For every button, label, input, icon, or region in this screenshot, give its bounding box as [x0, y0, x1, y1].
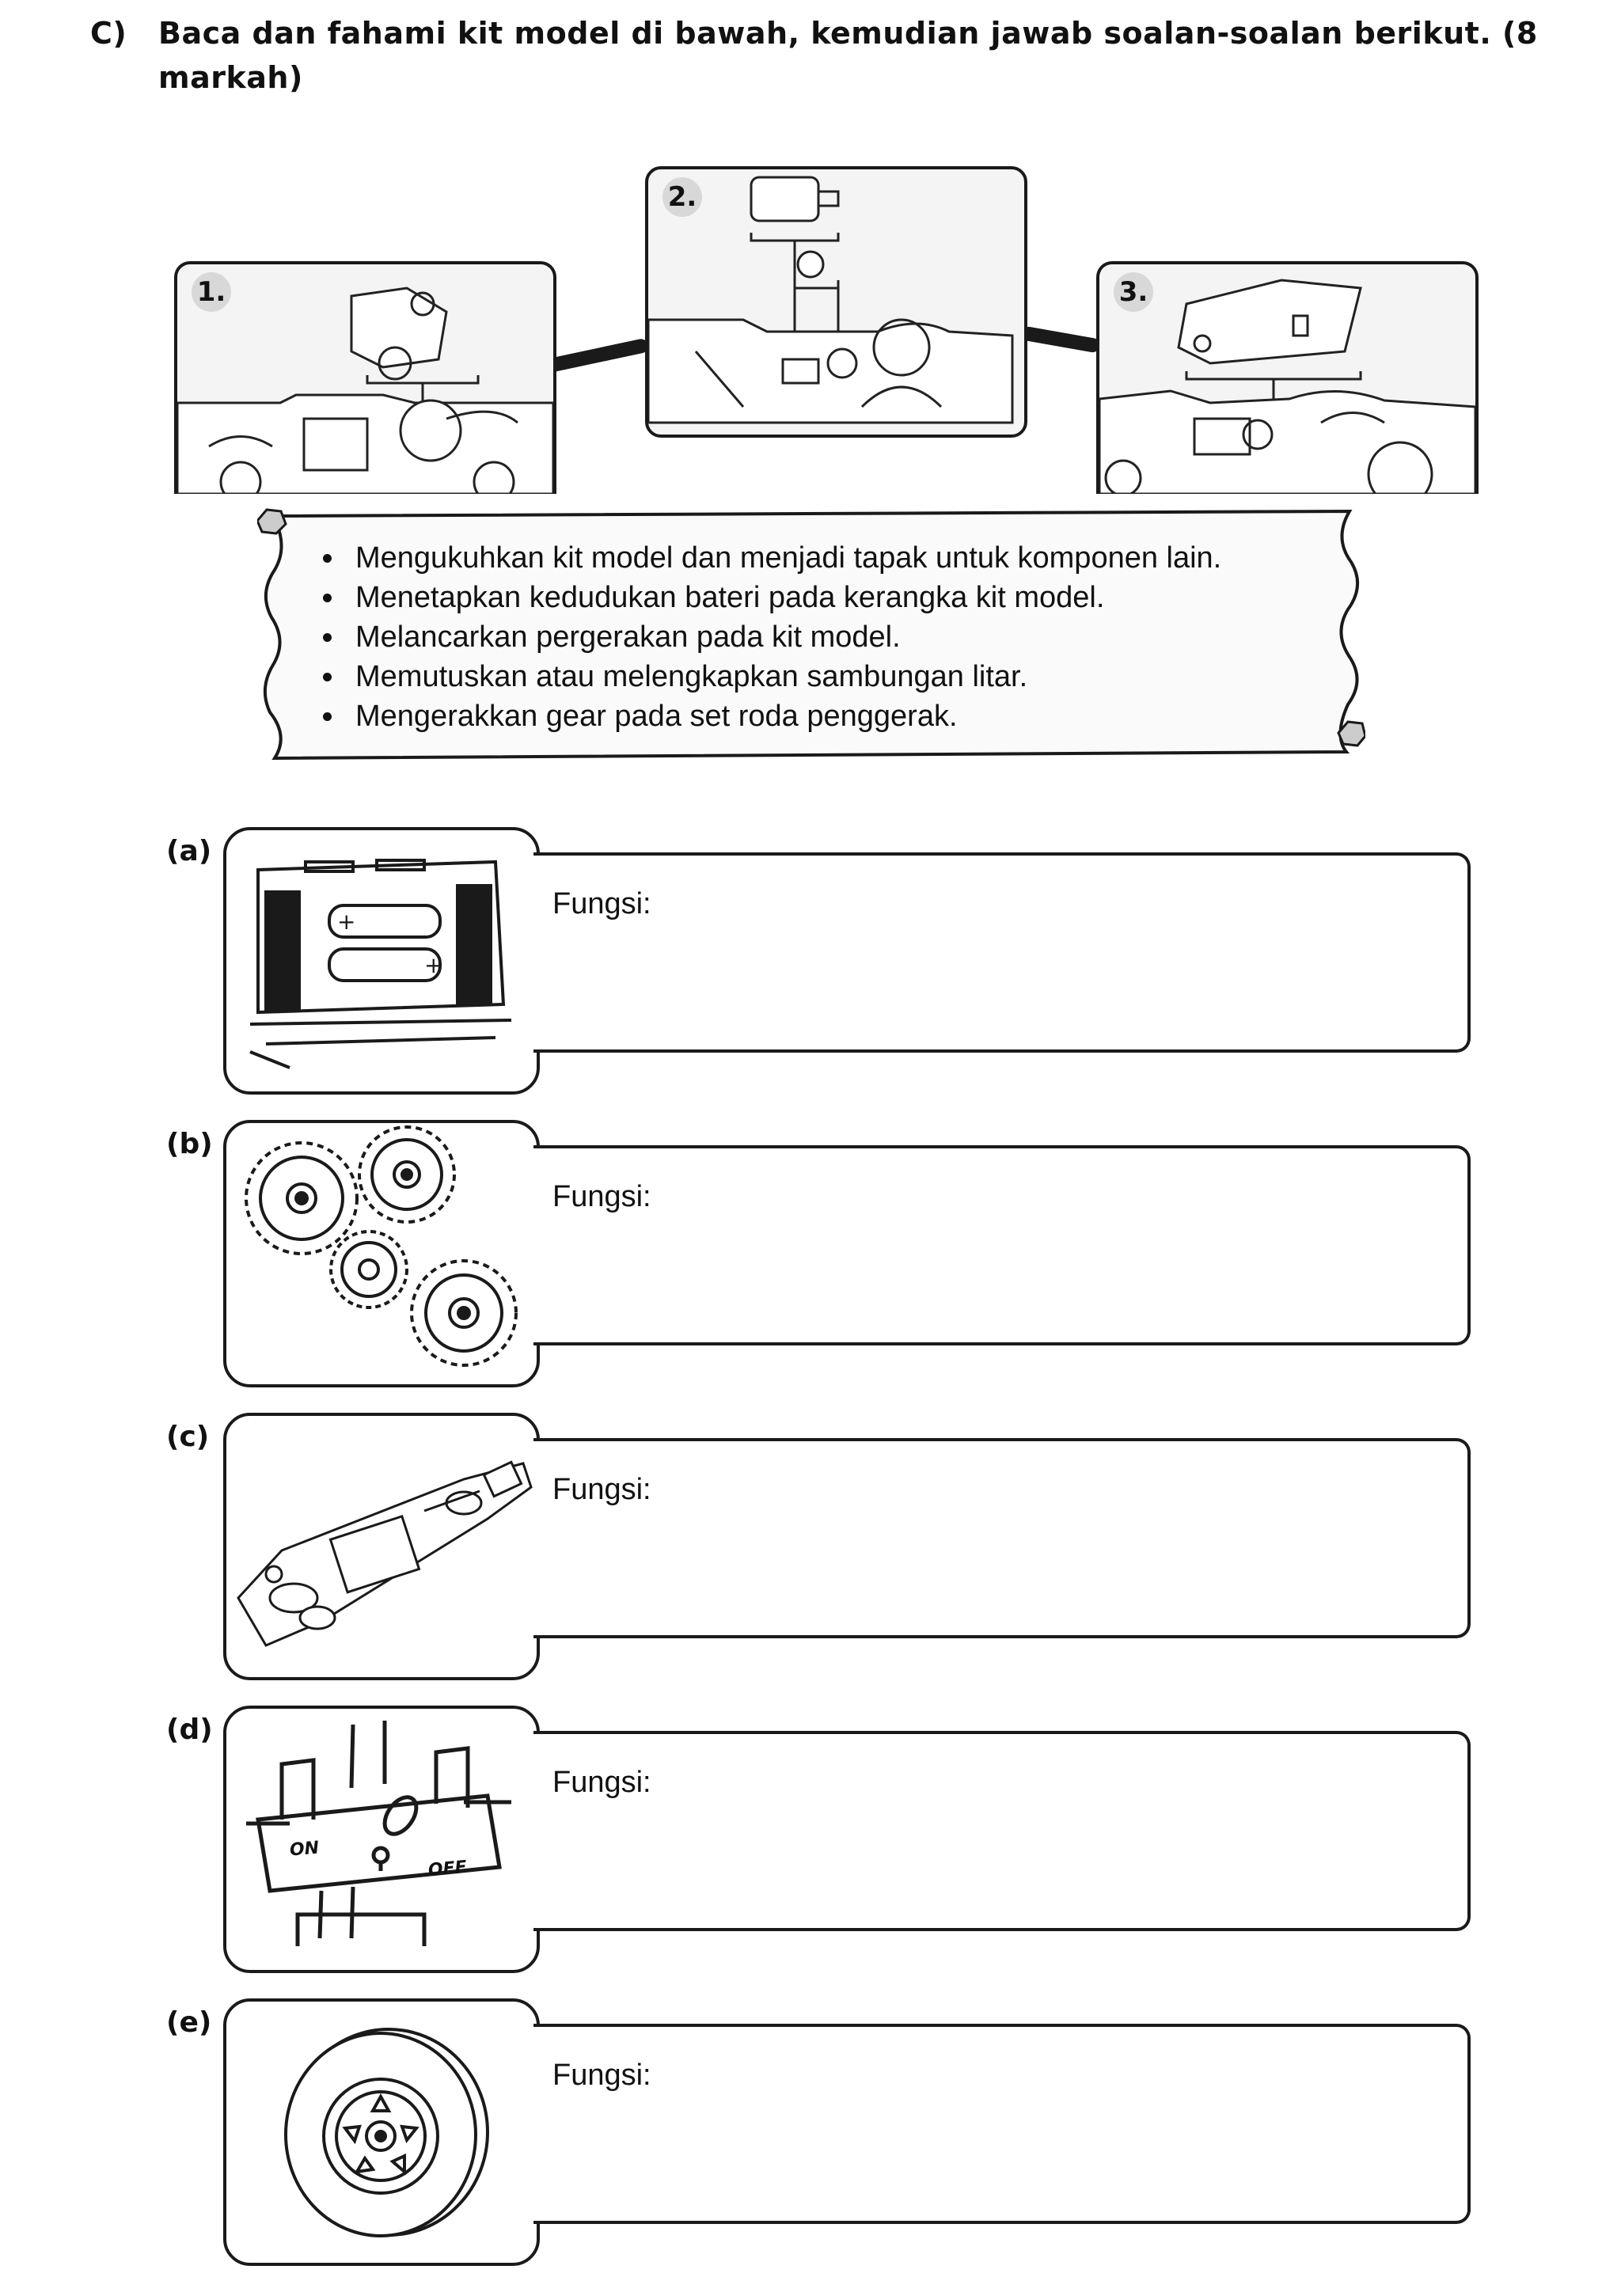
- question-label: (d): [166, 1713, 213, 1746]
- chassis-icon: [226, 1416, 537, 1677]
- svg-text:+: +: [337, 909, 356, 935]
- step-1-illustration: [177, 264, 553, 494]
- battery-holder-icon: [226, 830, 537, 1091]
- question-label: (b): [166, 1128, 213, 1160]
- chassis-image: [223, 1413, 540, 1680]
- step-number: 3.: [1114, 272, 1153, 312]
- instruction-text: Baca dan fahami kit model di bawah, kemudian jawab soalan-soalan berikut. (8 markah): [158, 16, 1538, 95]
- answer-box[interactable]: [533, 2024, 1471, 2224]
- assembly-step-1: [174, 261, 556, 494]
- connector-band: [1020, 325, 1101, 353]
- step-3-illustration: [1099, 264, 1475, 494]
- connector-band: [546, 338, 650, 374]
- functions-list: [306, 538, 1221, 736]
- answer-box[interactable]: [533, 1731, 1471, 1931]
- switch-on-text: ON: [288, 1838, 321, 1861]
- answer-label: Fungsi:: [552, 1473, 651, 1506]
- question-a: [166, 819, 1472, 1092]
- answer-label: Fungsi:: [552, 887, 651, 920]
- question-label: (e): [166, 2006, 212, 2039]
- answer-box[interactable]: [533, 852, 1471, 1053]
- switch-off-text: OFF: [427, 1857, 468, 1881]
- wheel-icon: [226, 2002, 537, 2263]
- switch-image: [223, 1706, 540, 1973]
- question-d: [166, 1698, 1472, 1971]
- answer-label: Fungsi:: [552, 1766, 651, 1799]
- assembly-step-2: [645, 166, 1027, 438]
- switch-icon: [226, 1709, 537, 1970]
- function-item: • Mengerakkan gear pada set roda penggerak.: [346, 696, 1221, 736]
- section-letter: C): [90, 16, 127, 51]
- question-e: [166, 1990, 1472, 2264]
- function-item: • Memutuskan atau melengkapkan sambungan litar.: [346, 657, 1221, 696]
- wheel-image: [223, 1998, 540, 2266]
- battery-holder-image: [223, 827, 540, 1095]
- step-number: 2.: [662, 177, 702, 217]
- step-number: 1.: [192, 272, 231, 312]
- answer-label: Fungsi:: [552, 1180, 651, 1213]
- question-instruction: [90, 11, 1566, 100]
- function-item: • Menetapkan kedudukan bateri pada kerangka kit model.: [346, 578, 1221, 617]
- question-b: [166, 1112, 1472, 1385]
- assembly-step-3: [1096, 261, 1479, 494]
- function-item: • Melancarkan pergerakan pada kit model.: [346, 617, 1221, 657]
- question-label: (c): [166, 1421, 210, 1453]
- answer-box[interactable]: [533, 1438, 1471, 1638]
- svg-text:+: +: [424, 952, 443, 978]
- step-2-illustration: [648, 169, 1024, 435]
- gears-icon: [226, 1123, 537, 1384]
- functions-scroll: [257, 507, 1365, 760]
- gears-image: [223, 1120, 540, 1387]
- answer-box[interactable]: [533, 1145, 1471, 1345]
- question-c: [166, 1405, 1472, 1678]
- function-item: • Mengukuhkan kit model dan menjadi tapak untuk komponen lain.: [346, 538, 1221, 578]
- question-label: (a): [166, 835, 212, 867]
- assembly-diagram: [158, 166, 1488, 491]
- answer-label: Fungsi:: [552, 2059, 651, 2092]
